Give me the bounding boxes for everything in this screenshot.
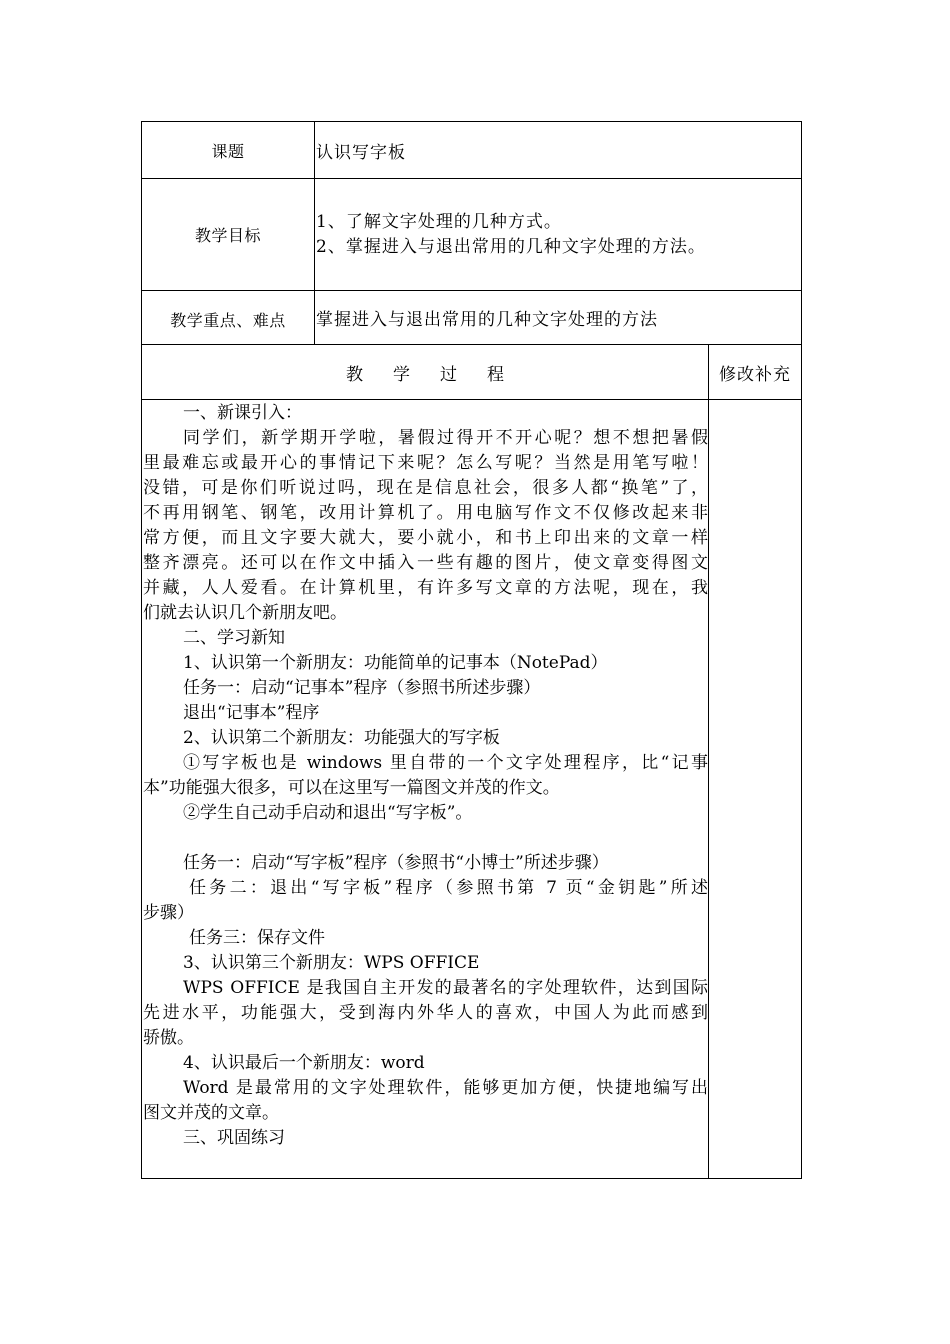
process-line: 一、新课引入： xyxy=(183,403,302,423)
process-line: 2、认识第二个新朋友：功能强大的写字板 xyxy=(183,728,500,748)
process-heading: 教学过程 xyxy=(346,364,534,385)
process-line: ①写字板也是 windows 里自带的一个文字处理程序，比“记事 xyxy=(183,753,708,773)
process-line: 骄傲。 xyxy=(143,1028,194,1048)
row-divider xyxy=(142,399,801,400)
process-line: 任务一：启动“写字板”程序（参照书“小博士”所述步骤） xyxy=(183,853,609,873)
process-line: 并藏，人人爱看。在计算机里，有许多写文章的方法呢，现在，我 xyxy=(143,578,708,598)
process-line: 没错，可是你们听说过吗，现在是信息社会，很多人都“换笔”了， xyxy=(143,478,708,498)
process-line: 任务二：退出“写字板”程序（参照书第 7 页“金钥匙”所述 xyxy=(189,878,708,898)
process-line: 图文并茂的文章。 xyxy=(143,1103,279,1123)
process-line: 任务一：启动“记事本”程序（参照书所述步骤） xyxy=(183,678,541,698)
process-line: WPS OFFICE 是我国自主开发的最著名的字处理软件，达到国际 xyxy=(183,978,708,998)
process-line xyxy=(143,826,708,851)
process-line: 里最难忘或最开心的事情记下来呢？怎么写呢？当然是用笔写啦！ xyxy=(143,453,708,473)
process-line: Word 是最常用的文字处理软件，能够更加方便，快捷地编写出 xyxy=(183,1078,708,1098)
process-line: ②学生自己动手启动和退出“写字板”。 xyxy=(183,803,473,823)
goal-label: 教学目标 xyxy=(194,226,261,245)
process-body xyxy=(143,401,708,1151)
process-line: 二、学习新知 xyxy=(183,628,285,648)
process-line: 1、认识第一个新朋友：功能简单的记事本（NotePad） xyxy=(183,653,608,673)
process-line: 步骤） xyxy=(143,903,194,923)
topic-label: 课题 xyxy=(211,141,245,161)
goal-list xyxy=(316,179,795,290)
process-line: 本”功能强大很多，可以在这里写一篇图文并茂的作文。 xyxy=(143,778,560,798)
key-points-label: 教学重点、难点 xyxy=(170,311,286,330)
goal-item: 1、了解文字处理的几种方式。 xyxy=(316,211,562,232)
process-line: 常方便，而且文字要大就大，要小就小，和书上印出来的文章一样 xyxy=(143,528,708,548)
supplement-heading: 修改补充 xyxy=(719,364,791,385)
process-line: 3、认识第三个新朋友：WPS OFFICE xyxy=(183,953,480,973)
goal-item: 2、掌握进入与退出常用的几种文字处理的方法。 xyxy=(316,236,706,257)
process-line: 三、巩固练习 xyxy=(183,1128,285,1148)
process-line: 们就去认识几个新朋友吧。 xyxy=(143,603,347,623)
process-line: 同学们，新学期开学啦，暑假过得开不开心呢？想不想把暑假 xyxy=(183,428,708,448)
column-divider xyxy=(314,122,315,344)
process-line: 任务三：保存文件 xyxy=(189,928,325,948)
process-line: 退出“记事本”程序 xyxy=(183,703,320,723)
key-points-value: 掌握进入与退出常用的几种文字处理的方法 xyxy=(316,310,658,330)
column-divider xyxy=(708,344,709,1178)
process-line: 4、认识最后一个新朋友：word xyxy=(183,1053,425,1073)
topic-value: 认识写字板 xyxy=(316,142,406,163)
process-line: 整齐漂亮。还可以在作文中插入一些有趣的图片，使文章变得图文 xyxy=(143,553,708,573)
process-line: 先进水平，功能强大，受到海内外华人的喜欢，中国人为此而感到 xyxy=(143,1003,708,1023)
lesson-plan-table xyxy=(141,121,802,1179)
process-line: 不再用钢笔、钢笔，改用计算机了。用电脑写作文不仅修改起来非 xyxy=(143,503,708,523)
